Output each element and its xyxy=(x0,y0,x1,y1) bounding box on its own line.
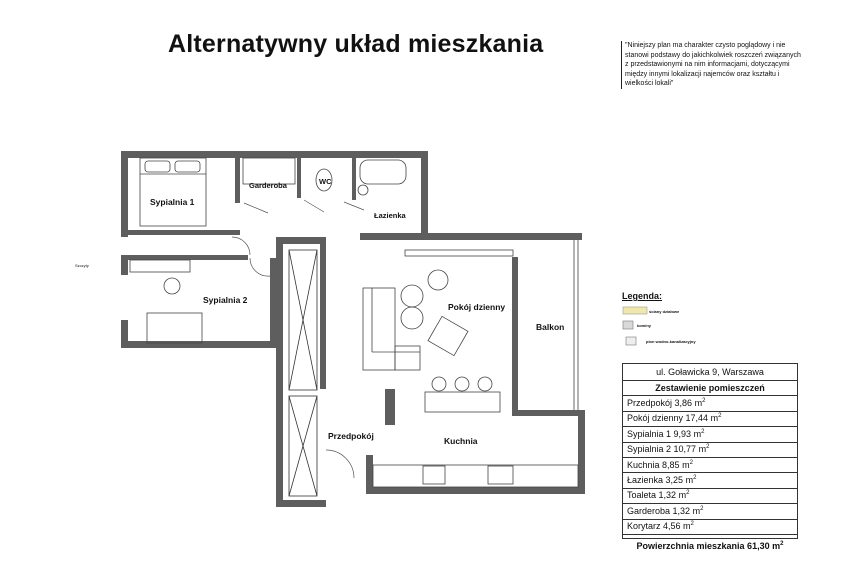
wall-bottom xyxy=(366,487,585,494)
page-title: Alternatywny układ mieszkania xyxy=(168,30,544,58)
room-label-sypialnia-2: Sypialnia 2 xyxy=(203,295,248,305)
wall-entrance-left xyxy=(276,500,326,507)
desk xyxy=(130,260,190,272)
wall-left-upper xyxy=(121,151,128,237)
total-area: Powierzchnia mieszkania 61,30 xyxy=(636,540,770,551)
sofa-chaise xyxy=(395,346,420,370)
table-row: Przedpokój 3,86 $m^2$ xyxy=(623,396,798,411)
wall-bath-right xyxy=(421,151,428,239)
room-label-pokoj-dzienny: Pokój dzienny xyxy=(448,302,506,312)
room-area: Toaleta 1,32 xyxy=(627,490,677,501)
room-label-kuchnia: Kuchnia xyxy=(444,436,478,446)
room-label-wc: WC xyxy=(319,177,332,186)
table-row: Korytarz 4,56 $m^2$ xyxy=(623,519,798,534)
wall-wardrobe-left xyxy=(235,158,240,203)
room-label-balkon: Balkon xyxy=(536,322,565,332)
legend-riser-swatch xyxy=(626,337,636,345)
side-note-szczyt: Szczyty xyxy=(75,263,89,268)
wall-corridor-right xyxy=(320,244,326,389)
table-address: ul. Goławicka 9, Warszawa xyxy=(623,364,798,381)
wall-wc-right xyxy=(352,158,356,200)
room-area: Sypialnia 2 10,77 xyxy=(627,444,697,455)
legend-chimney-swatch xyxy=(623,321,633,329)
table-row: Łazienka 3,25 $m^2$ xyxy=(623,473,798,488)
chimney-block xyxy=(385,389,395,425)
wall-bed2-top xyxy=(128,255,248,260)
chair xyxy=(164,278,180,294)
stool-3 xyxy=(478,377,492,391)
table-row: Sypialnia 1 9,93 $m^2$ xyxy=(623,427,798,442)
stool-1 xyxy=(432,377,446,391)
bed-2 xyxy=(147,313,202,343)
kitchen-sink xyxy=(488,466,513,484)
door-bedroom-1 xyxy=(232,237,250,255)
room-area: Przedpokój 3,86 xyxy=(627,398,693,409)
room-area: Garderoba 1,32 xyxy=(627,505,691,516)
armchair xyxy=(428,316,468,355)
wall-bottom-left xyxy=(121,341,279,348)
wall-bed2-right xyxy=(270,258,276,348)
wall-top xyxy=(121,151,428,158)
pillow-right xyxy=(175,161,200,172)
table-row: Toaleta 1,32 $m^2$ xyxy=(623,488,798,503)
wall-corridor-top xyxy=(276,237,326,244)
stool-2 xyxy=(455,377,469,391)
room-label-sypialnia-1: Sypialnia 1 xyxy=(150,197,195,207)
corridor-partitions xyxy=(289,250,317,496)
window-sill xyxy=(405,250,513,256)
legend-item-chimney: kominy xyxy=(637,323,652,328)
cooktop xyxy=(423,466,445,484)
table-row: Garderoba 1,32 $m^2$ xyxy=(623,504,798,519)
wall-living-right xyxy=(512,257,518,414)
wall-left-mid xyxy=(121,255,128,275)
door-bedroom-2 xyxy=(250,258,270,276)
room-label-przedpokoj: Przedpokój xyxy=(328,431,374,441)
kitchen-counter xyxy=(373,465,578,487)
lamp xyxy=(428,270,448,290)
wall-living-top xyxy=(360,233,582,240)
wall-kitchen-left xyxy=(366,455,373,494)
room-summary-table: ul. Goławicka 9, Warszawa Zestawienie pomieszczeń Przedpokój 3,86 $m^2$ Pokój dzienny 17,44 $m^2$ Sypialnia 1 9,93 $m^2$ Sypialnia 2 10,77 $m^2$ Kuchnia 8,85 $m^2$ Łazienka 3,25 $m^2$ Toaleta 1,32 $m^2$ Garderoba 1,32 $m^2$ Korytarz 4,56 $m^2$ Powierzchnia mieszkania 61,30 $m^2$ xyxy=(622,363,798,558)
coffee-table-2 xyxy=(401,307,423,329)
sink xyxy=(358,185,368,195)
kitchen-island xyxy=(425,392,500,412)
wall-corridor-left xyxy=(276,237,283,507)
room-area: Sypialnia 1 9,93 xyxy=(627,428,692,439)
legend-partition-swatch xyxy=(623,307,647,314)
door-entrance xyxy=(326,450,354,478)
room-area: Kuchnia 8,85 xyxy=(627,459,680,470)
coffee-table-1 xyxy=(401,285,423,307)
disclaimer-note: "Niniejszy plan ma charakter czysto poglądowy i nie stanowi podstawy do jakichkolwiek roszczeń związanych z przedstawionymi na nim informacjami, dotyczącymi między innymi lokalizacji najemców oraz kształtu i wielkości lokali" xyxy=(621,41,801,89)
wall-balcony-bottom xyxy=(512,410,585,416)
door-bathroom xyxy=(344,202,364,210)
room-area: Korytarz 4,56 xyxy=(627,521,681,532)
bed-1 xyxy=(140,158,206,226)
table-row: Kuchnia 8,85 $m^2$ xyxy=(623,457,798,472)
wall-wardrobe-right xyxy=(297,158,301,198)
legend-item-riser: pion wodno-kanalizacyjny xyxy=(646,339,696,344)
door-wardrobe xyxy=(244,203,268,213)
room-area: Łazienka 3,25 xyxy=(627,475,684,486)
table-row: Pokój dzienny 17,44 $m^2$ xyxy=(623,411,798,426)
room-label-garderoba: Garderoba xyxy=(249,181,287,190)
legend-item-partition: ściany działowe xyxy=(649,309,680,314)
bathtub xyxy=(360,160,406,184)
sofa xyxy=(363,288,395,370)
wall-bed1-bottom xyxy=(128,230,240,235)
table-header: Zestawienie pomieszczeń xyxy=(623,381,798,396)
legend-title: Legenda: xyxy=(622,291,663,301)
wall-kitchen-right xyxy=(578,414,585,494)
room-label-lazienka: Łazienka xyxy=(374,211,406,220)
table-row: Sypialnia 2 10,77 $m^2$ xyxy=(623,442,798,457)
door-wc xyxy=(304,200,324,212)
pillow-left xyxy=(145,161,170,172)
room-area: Pokój dzienny 17,44 xyxy=(627,413,709,424)
